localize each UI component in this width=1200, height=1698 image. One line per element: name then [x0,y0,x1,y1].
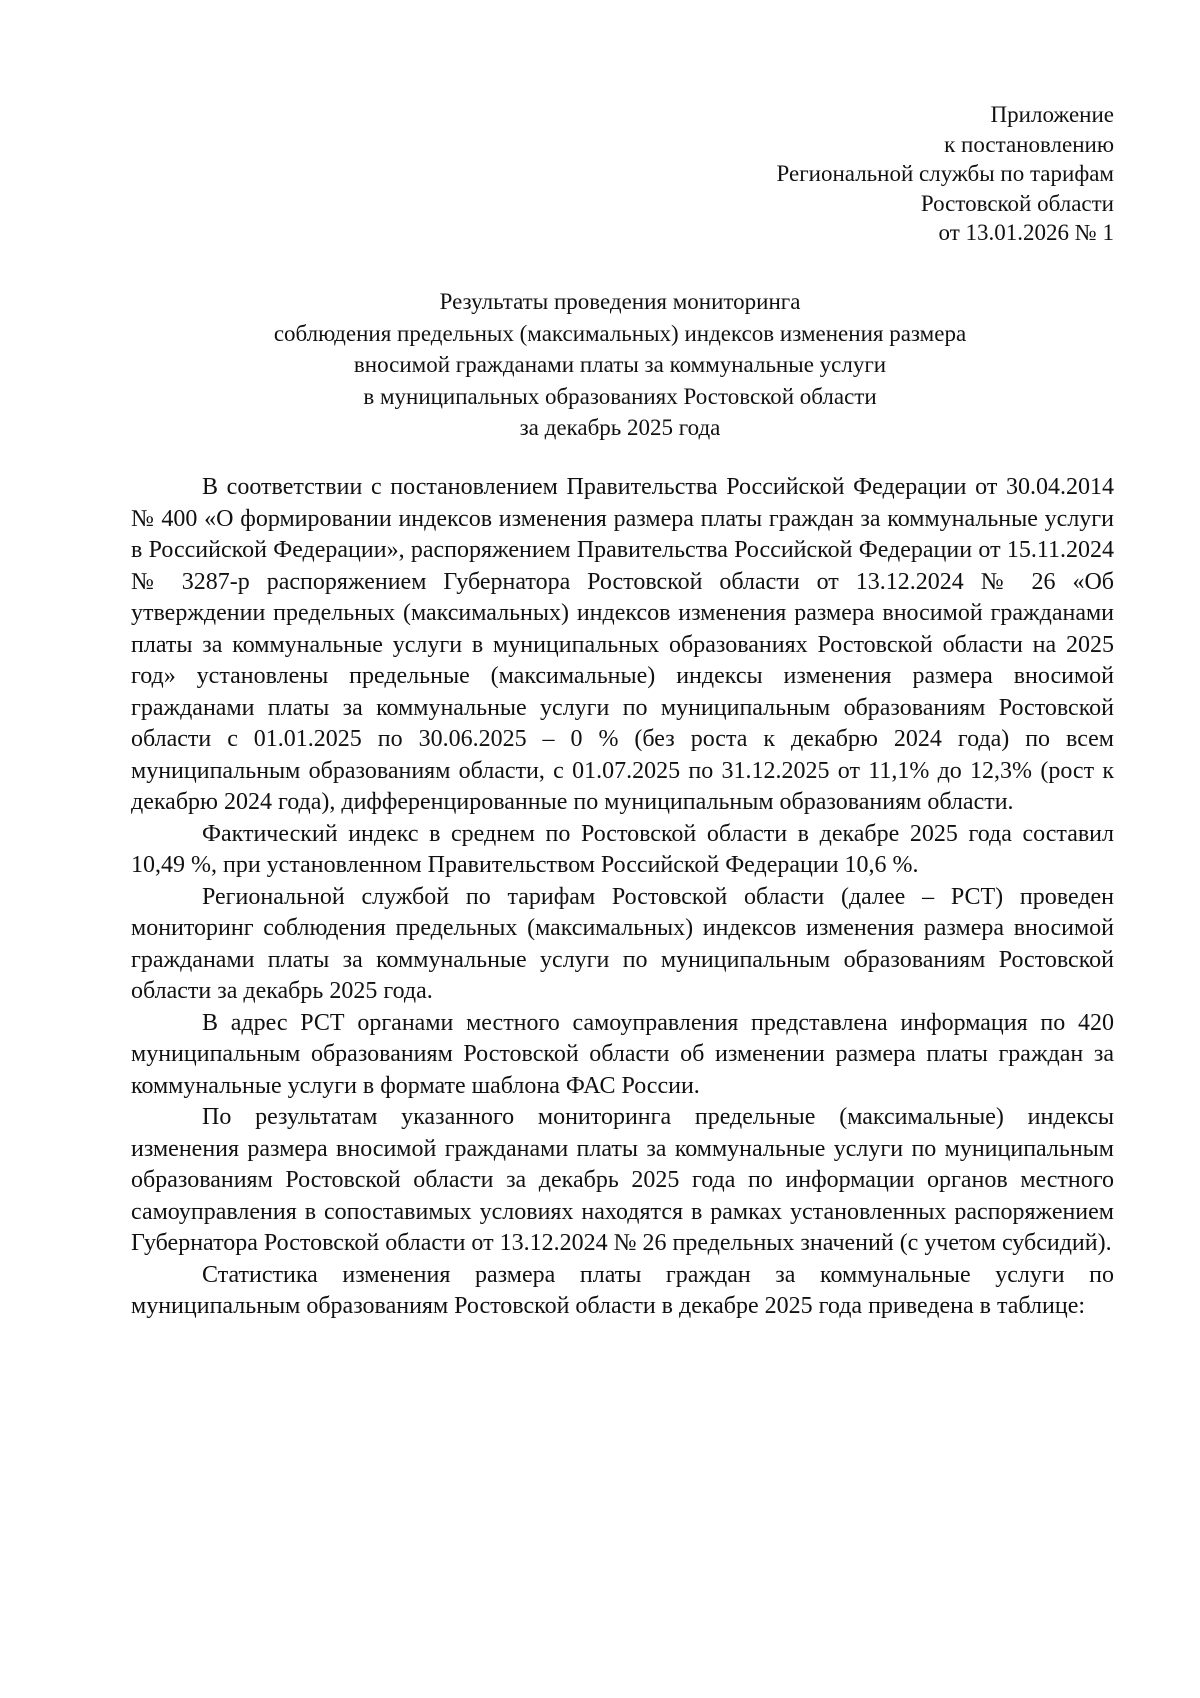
body-paragraph: В соответствии с постановлением Правительства Российской Федерации от 30.04.2014 № 400 «О формировании индексов изменения размера платы граждан за коммунальные услуги в Российской Федерации», распоряжением Правительства Российской Федерации от 15.11.2024 № 3287-р распоряжением Губернатора Ростовской области от 13.12.2024 № 26 «Об утверждении предельных (максимальных) индексов изменения размера вносимой гражданами платы за коммунальные услуги в муниципальных образованиях Ростовской области на 2025 год» установлены предельные (максимальные) индексы изменения размера вносимой гражданами платы за коммунальные услуги по муниципальным образованиям Ростовской области с 01.01.2025 по 30.06.2025 – 0 % (без роста к декабрю 2024 года) по всем муниципальным образованиям области, с 01.07.2025 по 31.12.2025 от 11,1% до 12,3% (рост к декабрю 2024 года), дифференцированные по муниципальным образованиям области. [131,474,1114,815]
attachment-line: от 13.01.2026 № 1 [938,220,1114,245]
attachment-block [777,100,1114,248]
attachment-line: к постановлению [944,131,1114,157]
body-paragraph: По результатам указанного мониторинга предельные (максимальные) индексы изменения размера вносимой гражданами платы за коммунальные услуги по муниципальным образованиям Ростовской области за декабрь 2025 года по информации органов местного самоуправления в сопоставимых условиях находятся в рамках установленных распоряжением Губернатора Ростовской области от 13.12.2024 № 26 предельных значений (с учетом субсидий). [131,1104,1114,1256]
body-paragraph: В адрес РСТ органами местного самоуправления представлена информация по 420 муниципальным образованиям Ростовской области об изменении размера платы граждан за коммунальные услуги в формате шаблона ФАС России. [131,1009,1114,1099]
title-line: соблюдения предельных (максимальных) индексов изменения размера [273,320,967,346]
title-line: Результаты проведения мониторинга [439,289,801,314]
body-paragraph: Статистика изменения размера платы граждан за коммунальные услуги по муниципальным образованиям Ростовской области в декабре 2025 года приведена в таблице: [131,1261,1114,1319]
document-body [131,472,1114,1323]
title-line: вносимой гражданами платы за коммунальные услуги [353,352,887,377]
document-title [120,286,1120,444]
body-paragraph: Фактический индекс в среднем по Ростовской области в декабре 2025 года составил 10,49 %, при установленном Правительством Российской Федерации 10,6 %. [131,820,1114,878]
title-line: в муниципальных образованиях Ростовской области [363,383,877,409]
attachment-line: Региональной службы по тарифам [776,161,1114,186]
title-line: за декабрь 2025 года [519,415,721,440]
body-paragraph: Региональной службой по тарифам Ростовской области (далее – РСТ) проведен мониторинг соблюдения предельных (максимальных) индексов изменения размера вносимой гражданами платы за коммунальные услуги по муниципальным образованиям Ростовской области за декабрь 2025 года. [131,883,1114,1004]
attachment-line: Приложение [990,102,1114,127]
attachment-line: Ростовской области [920,190,1114,216]
